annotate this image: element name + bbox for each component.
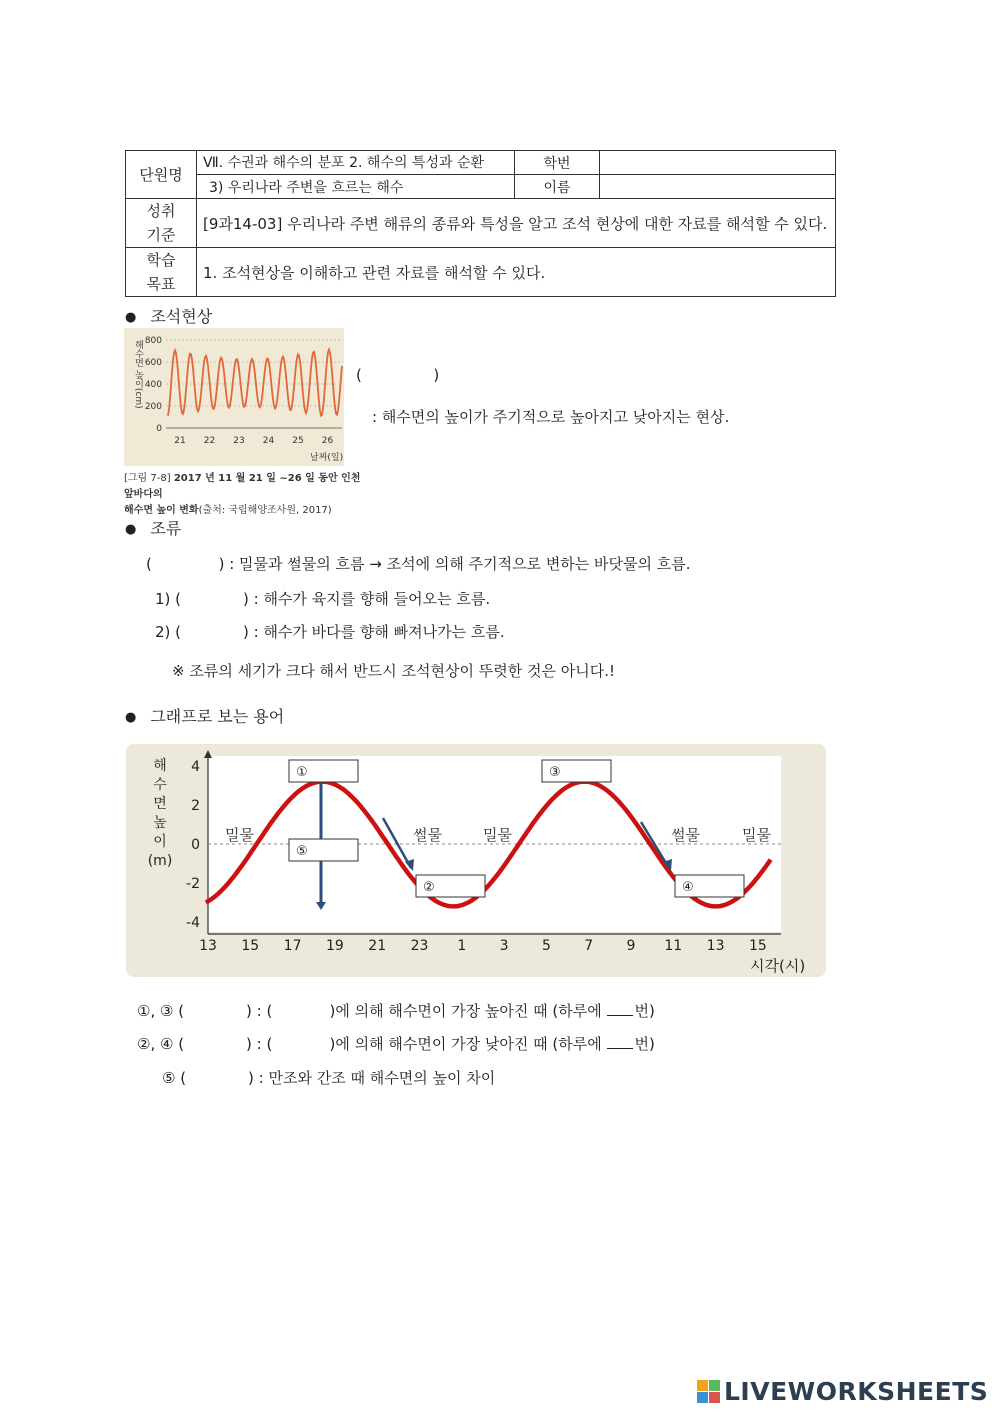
figure-caption (124, 471, 364, 519)
answer-box[interactable] (542, 760, 611, 782)
y-axis-label-char: (m) (147, 853, 173, 869)
goal-label-2: 목표 (146, 275, 176, 293)
answer-box-number: ③ (549, 765, 561, 780)
x-tick-label: 19 (325, 938, 344, 954)
x-axis-label: 시각(시) (750, 957, 806, 975)
header-table (125, 150, 836, 297)
x-tick-label: 11 (664, 938, 683, 954)
question-tidal-range: ⑤ ( ) : 만조와 간조 때 해수면의 높이 차이 (162, 1069, 496, 1087)
question-high-tide-suffix: 번) (634, 1002, 655, 1020)
answer-box-number: ② (423, 880, 435, 895)
small-chart-xtick: 22 (203, 436, 216, 446)
x-tick-label: 13 (706, 938, 725, 954)
small-chart-xtick: 25 (292, 436, 304, 446)
small-chart-ylabel: 해수면 높이(cm) (133, 340, 143, 409)
x-tick-label: 23 (410, 938, 429, 954)
tide-annotation: 밀물 (742, 826, 771, 844)
small-tide-chart (124, 328, 344, 466)
question-high-tide (137, 1000, 655, 1021)
question-low-tide-suffix: 번) (634, 1035, 655, 1053)
name-label: 이름 (515, 175, 600, 199)
standard-label-2: 기준 (146, 226, 176, 244)
answer-box[interactable] (289, 839, 358, 861)
answer-box-number: ④ (682, 880, 694, 895)
caption-bold-2: 해수면 높이 변화 (124, 505, 199, 516)
small-chart-xlabel: 날짜(일) (310, 453, 344, 463)
answer-box-number: ⑤ (296, 844, 308, 859)
x-tick-label: 5 (541, 938, 551, 954)
answer-box[interactable] (289, 760, 358, 782)
question-low-tide (137, 1033, 655, 1054)
y-axis-label-char: 이 (153, 834, 167, 850)
section3-title-text: 그래프로 보는 용어 (150, 707, 285, 726)
brand-name: LIVEWORKSHEETS (724, 1377, 989, 1406)
standard-text: [9과14-03] 우리나라 주변 해류의 종류와 특성을 알고 조석 현상에 대한 자료를 해석할 수 있다. (197, 199, 836, 248)
tide-annotation: 썰물 (413, 826, 442, 844)
tide-definition: : 해수면의 높이가 주기적으로 높아지고 낮아지는 현상. (372, 408, 730, 426)
goal-label (126, 248, 197, 297)
tide-blank[interactable]: ( ) (356, 366, 440, 384)
section3-title (125, 704, 284, 727)
goal-label-1: 학습 (146, 251, 176, 269)
tide-annotation: 밀물 (483, 826, 512, 844)
x-tick-label: 9 (626, 938, 636, 954)
high-tide-count-blank[interactable] (607, 1003, 633, 1016)
unit-label: 단원명 (126, 151, 197, 199)
x-tick-label: 17 (283, 938, 302, 954)
goal-text: 1. 조석현상을 이해하고 관련 자료를 해석할 수 있다. (197, 248, 836, 297)
small-chart-xtick: 23 (233, 436, 245, 446)
x-tick-label: 1 (457, 938, 467, 954)
tide-annotation: 썰물 (671, 826, 700, 844)
y-tick-label: 4 (191, 759, 200, 775)
section2-title-text: 조류 (150, 519, 182, 538)
x-tick-label: 21 (368, 938, 387, 954)
low-tide-count-blank[interactable] (607, 1036, 633, 1049)
caption-bold-1: 2017 년 11 월 21 일 ~26 일 동안 인천 앞바다의 (124, 473, 361, 500)
small-chart-xtick: 24 (262, 436, 275, 446)
flood-current-line: 1) ( ) : 해수가 육지를 향해 들어오는 흐름. (155, 590, 491, 608)
standard-label-1: 성취 (146, 202, 176, 220)
caption-rest: (출처: 국립해양조사원, 2017) (198, 505, 332, 516)
y-axis-label-char: 면 (153, 796, 167, 812)
current-note: ※ 조류의 세기가 크다 해서 반드시 조석현상이 뚜렷한 것은 아니다.! (172, 662, 616, 680)
section2-title (125, 516, 181, 539)
small-chart-ytick: 200 (144, 402, 162, 412)
small-chart-ytick: 0 (156, 424, 162, 434)
caption-prefix: [그림 7-8] (124, 473, 174, 484)
unit-line-2: 3) 우리나라 주변을 흐르는 해수 (197, 175, 515, 199)
section1-title-text: 조석현상 (150, 307, 213, 326)
y-tick-label: -2 (186, 876, 200, 892)
student-no-field[interactable] (600, 151, 836, 175)
y-tick-label: -4 (186, 915, 200, 931)
y-tick-label: 0 (191, 837, 200, 853)
ebb-current-line: 2) ( ) : 해수가 바다를 향해 빠져나가는 흐름. (155, 623, 505, 641)
x-tick-label: 7 (584, 938, 594, 954)
x-tick-label: 13 (199, 938, 217, 954)
tide-graph (126, 744, 826, 977)
answer-box-number: ① (296, 765, 308, 780)
current-definition: ( ) : 밀물과 썰물의 흐름 → 조석에 의해 주기적으로 변하는 바닷물의 흐름. (146, 555, 691, 573)
x-tick-label: 3 (499, 938, 509, 954)
brand-mark-icon (697, 1380, 721, 1404)
student-no-label: 학번 (515, 151, 600, 175)
question-high-tide-text: ①, ③ ( ) : ( )에 의해 해수면이 가장 높아진 때 (하루에 (137, 1002, 602, 1020)
tide-annotation: 밀물 (225, 826, 254, 844)
brand-logo (697, 1377, 988, 1406)
small-chart-ytick: 600 (144, 358, 162, 368)
section1-title (125, 304, 212, 327)
small-chart-xtick: 21 (174, 436, 186, 446)
unit-line-1: Ⅶ. 수권과 해수의 분포 2. 해수의 특성과 순환 (197, 151, 515, 175)
name-field[interactable] (600, 175, 836, 199)
y-axis-label-char: 높 (153, 815, 167, 831)
small-chart-xtick: 26 (321, 436, 334, 446)
y-tick-label: 2 (191, 798, 200, 814)
question-low-tide-text: ②, ④ ( ) : ( )에 의해 해수면이 가장 낮아진 때 (하루에 (137, 1035, 602, 1053)
y-axis-label-char: 해 (153, 758, 167, 774)
standard-label (126, 199, 197, 248)
small-chart-ytick: 800 (144, 336, 162, 346)
answer-box[interactable] (416, 875, 485, 897)
x-tick-label: 15 (748, 938, 767, 954)
y-axis-label-char: 수 (153, 777, 167, 793)
small-chart-ytick: 400 (144, 380, 162, 390)
x-tick-label: 15 (241, 938, 260, 954)
answer-box[interactable] (675, 875, 744, 897)
